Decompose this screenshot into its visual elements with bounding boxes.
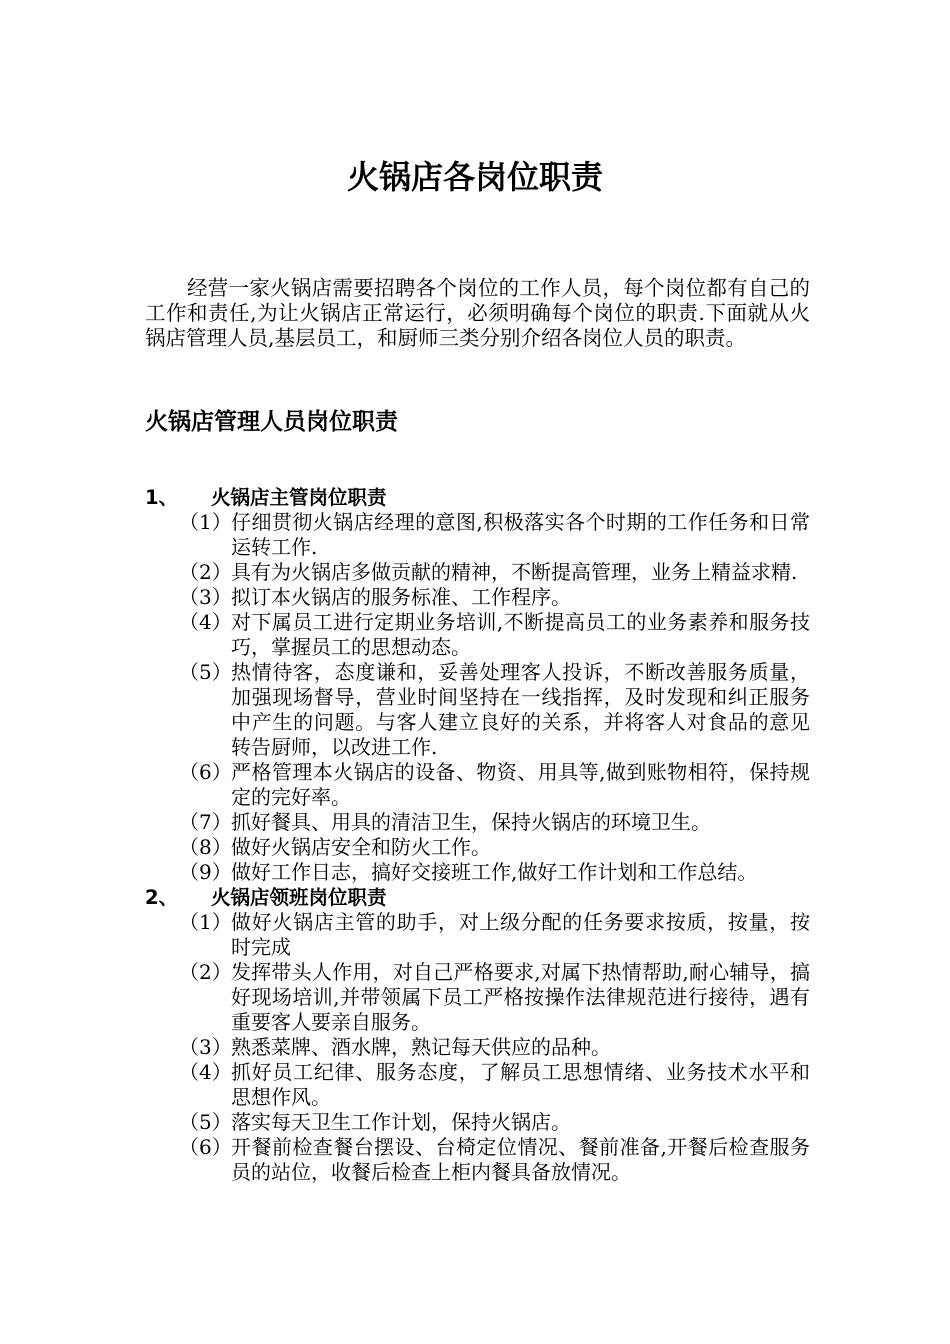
item-text: 抓好员工纪律、服务态度，了解员工思想情绪、业务技术水平和思想作风。 — [231, 1060, 810, 1109]
item-marker: （3） — [179, 585, 232, 609]
list-item — [145, 860, 810, 885]
item-text: 具有为火锅店多做贡献的精神，不断提高管理，业务上精益求精. — [231, 560, 798, 584]
intro-paragraph: 经营一家火锅店需要招聘各个岗位的工作人员，每个岗位都有自己的工作和责任,为让火锅店正常运行，必须明确每个岗位的职责.下面就从火锅店管理人员,基层员工，和厨师三类分别介绍各岗位人员的职责。 — [145, 276, 810, 350]
item-text: 抓好餐具、用具的清洁卫生，保持火锅店的环境卫生。 — [231, 810, 711, 834]
item-text: 拟订本火锅店的服务标准、工作程序。 — [231, 585, 571, 609]
item-marker: （4） — [179, 1060, 232, 1084]
item-marker: （9） — [179, 860, 232, 884]
list-item — [145, 835, 810, 860]
list-item — [145, 1035, 810, 1060]
subsection-number: 1、 — [145, 486, 179, 509]
subsection-heading — [145, 885, 810, 910]
item-marker: （2） — [179, 960, 232, 984]
document-title: 火锅店各岗位职责 — [346, 158, 603, 196]
list-item — [145, 810, 810, 835]
item-text: 熟悉菜牌、酒水牌，熟记每天供应的品种。 — [231, 1035, 611, 1059]
list-item — [145, 960, 810, 1035]
item-text: 做好工作日志，搞好交接班工作,做好工作计划和工作总结。 — [231, 860, 758, 884]
list-item — [145, 1110, 810, 1135]
list-item — [145, 760, 810, 810]
item-marker: （4） — [179, 610, 232, 634]
item-text: 落实每天卫生工作计划，保持火锅店。 — [231, 1110, 571, 1134]
item-text: 热情待客，态度谦和，妥善处理客人投诉，不断改善服务质量，加强现场督导，营业时间坚持在一线指挥，及时发现和纠正服务中产生的问题。与客人建立良好的关系，并将客人对食品的意见转告厨师，以改进工作. — [231, 660, 810, 759]
item-text: 仔细贯彻火锅店经理的意图,积极落实各个时期的工作任务和日常运转工作. — [231, 510, 810, 559]
subsection-number: 2、 — [145, 886, 179, 909]
item-marker: （3） — [179, 1035, 232, 1059]
subsection-heading — [145, 485, 810, 510]
duties-list — [145, 485, 810, 1185]
list-item — [145, 1060, 810, 1110]
list-item — [145, 585, 810, 610]
subsection-title: 火锅店主管岗位职责 — [211, 486, 387, 509]
section-heading: 火锅店管理人员岗位职责 — [145, 409, 398, 435]
item-marker: （1） — [179, 910, 232, 934]
item-text: 做好火锅店安全和防火工作。 — [231, 835, 491, 859]
item-marker: （7） — [179, 810, 232, 834]
list-item — [145, 610, 810, 660]
item-marker: （6） — [179, 760, 232, 784]
item-text: 发挥带头人作用，对自己严格要求,对属下热情帮助,耐心辅导，搞好现场培训,并带领属下员工严格按操作法律规范进行接待，遇有重要客人要亲自服务。 — [231, 960, 810, 1034]
item-text: 开餐前检查餐台摆设、台椅定位情况、餐前准备,开餐后检查服务员的站位，收餐后检查上柜内餐具备放情况。 — [231, 1135, 810, 1184]
item-marker: （5） — [179, 1110, 232, 1134]
list-item — [145, 910, 810, 960]
item-text: 对下属员工进行定期业务培训,不断提高员工的业务素养和服务技巧，掌握员工的思想动态。 — [231, 610, 810, 659]
item-marker: （6） — [179, 1135, 232, 1159]
list-item — [145, 560, 810, 585]
list-item — [145, 510, 810, 560]
subsection-title: 火锅店领班岗位职责 — [211, 886, 387, 909]
item-marker: （5） — [179, 660, 232, 684]
list-item — [145, 1135, 810, 1185]
item-marker: （2） — [179, 560, 232, 584]
item-text: 严格管理本火锅店的设备、物资、用具等,做到账物相符，保持规定的完好率。 — [231, 760, 810, 809]
item-marker: （8） — [179, 835, 232, 859]
item-marker: （1） — [179, 510, 232, 534]
list-item — [145, 660, 810, 760]
item-text: 做好火锅店主管的助手，对上级分配的任务要求按质，按量，按时完成 — [231, 910, 810, 959]
